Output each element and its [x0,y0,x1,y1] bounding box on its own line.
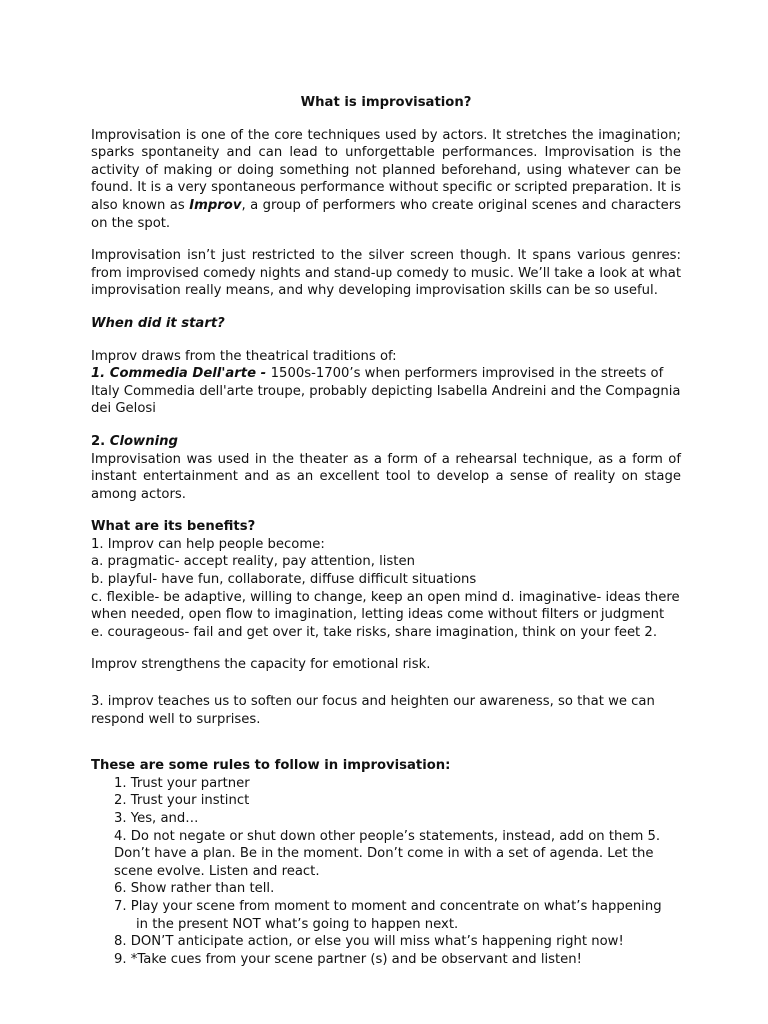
intro-text-part2: , a group of performers who create original scenes and characters on the spot. [91,197,681,231]
draws-from-text: Improv draws from the theatrical traditions of: [91,348,397,364]
benefit-line: e. courageous- fail and get over it, take risks, share imagination, think on your feet 2. [91,624,658,640]
rule-item: 1. Trust your partner [114,775,250,791]
intro-paragraph [91,127,681,233]
genres-paragraph: Improvisation isn’t just restricted to the silver screen though. It spans various genres: from improvised comedy nights and stand-up comedy to music. We’ll take a look at what improvisation really means, and why developing improvisation skills can be so useful. [91,248,681,299]
benefits-heading: What are its benefits? [91,519,256,535]
rule-item: 6. Show rather than tell. [114,881,275,897]
when-heading: When did it start? [91,315,225,331]
document-page [91,94,681,968]
rule-item: in the present NOT what’s going to happen next. [136,916,459,932]
benefit-line: c. flexible- be adaptive, willing to change, keep an open mind d. imaginative- ideas there when needed, open flow to imagination, letting ideas come without filters or judgment [91,589,680,623]
rule-item: 4. Do not negate or shut down other people’s statements, instead, add on them 5. Don’t have a plan. Be in the moment. Don’t come in with a set of agenda. Let the scene evolve. Listen and react. [114,828,661,879]
clowning-number: 2. [91,433,110,449]
rule-item: 8. DON’T anticipate action, or else you will miss what’s happening right now! [114,934,624,950]
benefit-line: a. pragmatic- accept reality, pay attention, listen [91,554,415,570]
document-title: What is improvisation? [300,95,472,110]
benefit-line: b. playful- have fun, collaborate, diffuse difficult situations [91,572,477,588]
emotional-risk-text: Improv strengthens the capacity for emotional risk. [91,657,431,673]
commedia-text: 1500s-1700’s when performers improvised in the streets of Italy Commedia dell'arte troupe, probably depicting Isabella Andreini and the Compagnia dei Gelosi [91,366,681,417]
improv-term: Improv [189,197,242,213]
rule-item: 7. Play your scene from moment to moment and concentrate on what’s happening [114,898,662,914]
clowning-paragraph: Improvisation was used in the theater as a form of a rehearsal technique, as a form of instant entertainment and as an excellent tool to develop a sense of reality on stage among actors. [91,451,681,502]
rule-item: 3. Yes, and… [114,811,199,826]
rule-item: 9. *Take cues from your scene partner (s) and be observant and listen! [114,951,582,967]
intro-text-part1: Improvisation is one of the core techniques used by actors. It stretches the imagination; sparks spontaneity and can lead to unforgettable performances. Improvisation is the activity of making or doing something not planned beforehand, using whatever can be found. It is a very spontaneous performance without specific or scripted preparation. It is also known as [91,127,681,213]
clowning-label: Clowning [109,433,178,449]
rules-list [91,775,681,969]
clowning-heading [91,433,681,451]
commedia-paragraph [91,365,681,418]
commedia-label: 1. Commedia Dell'arte - [91,366,271,382]
awareness-text: 3. improv teaches us to soften our focus and heighten our awareness, so that we can respond well to surprises. [91,694,655,727]
rules-heading: These are some rules to follow in improvisation: [91,758,451,774]
rule-item: 2. Trust your instinct [114,793,250,809]
benefit-line: 1. Improv can help people become: [91,536,325,552]
